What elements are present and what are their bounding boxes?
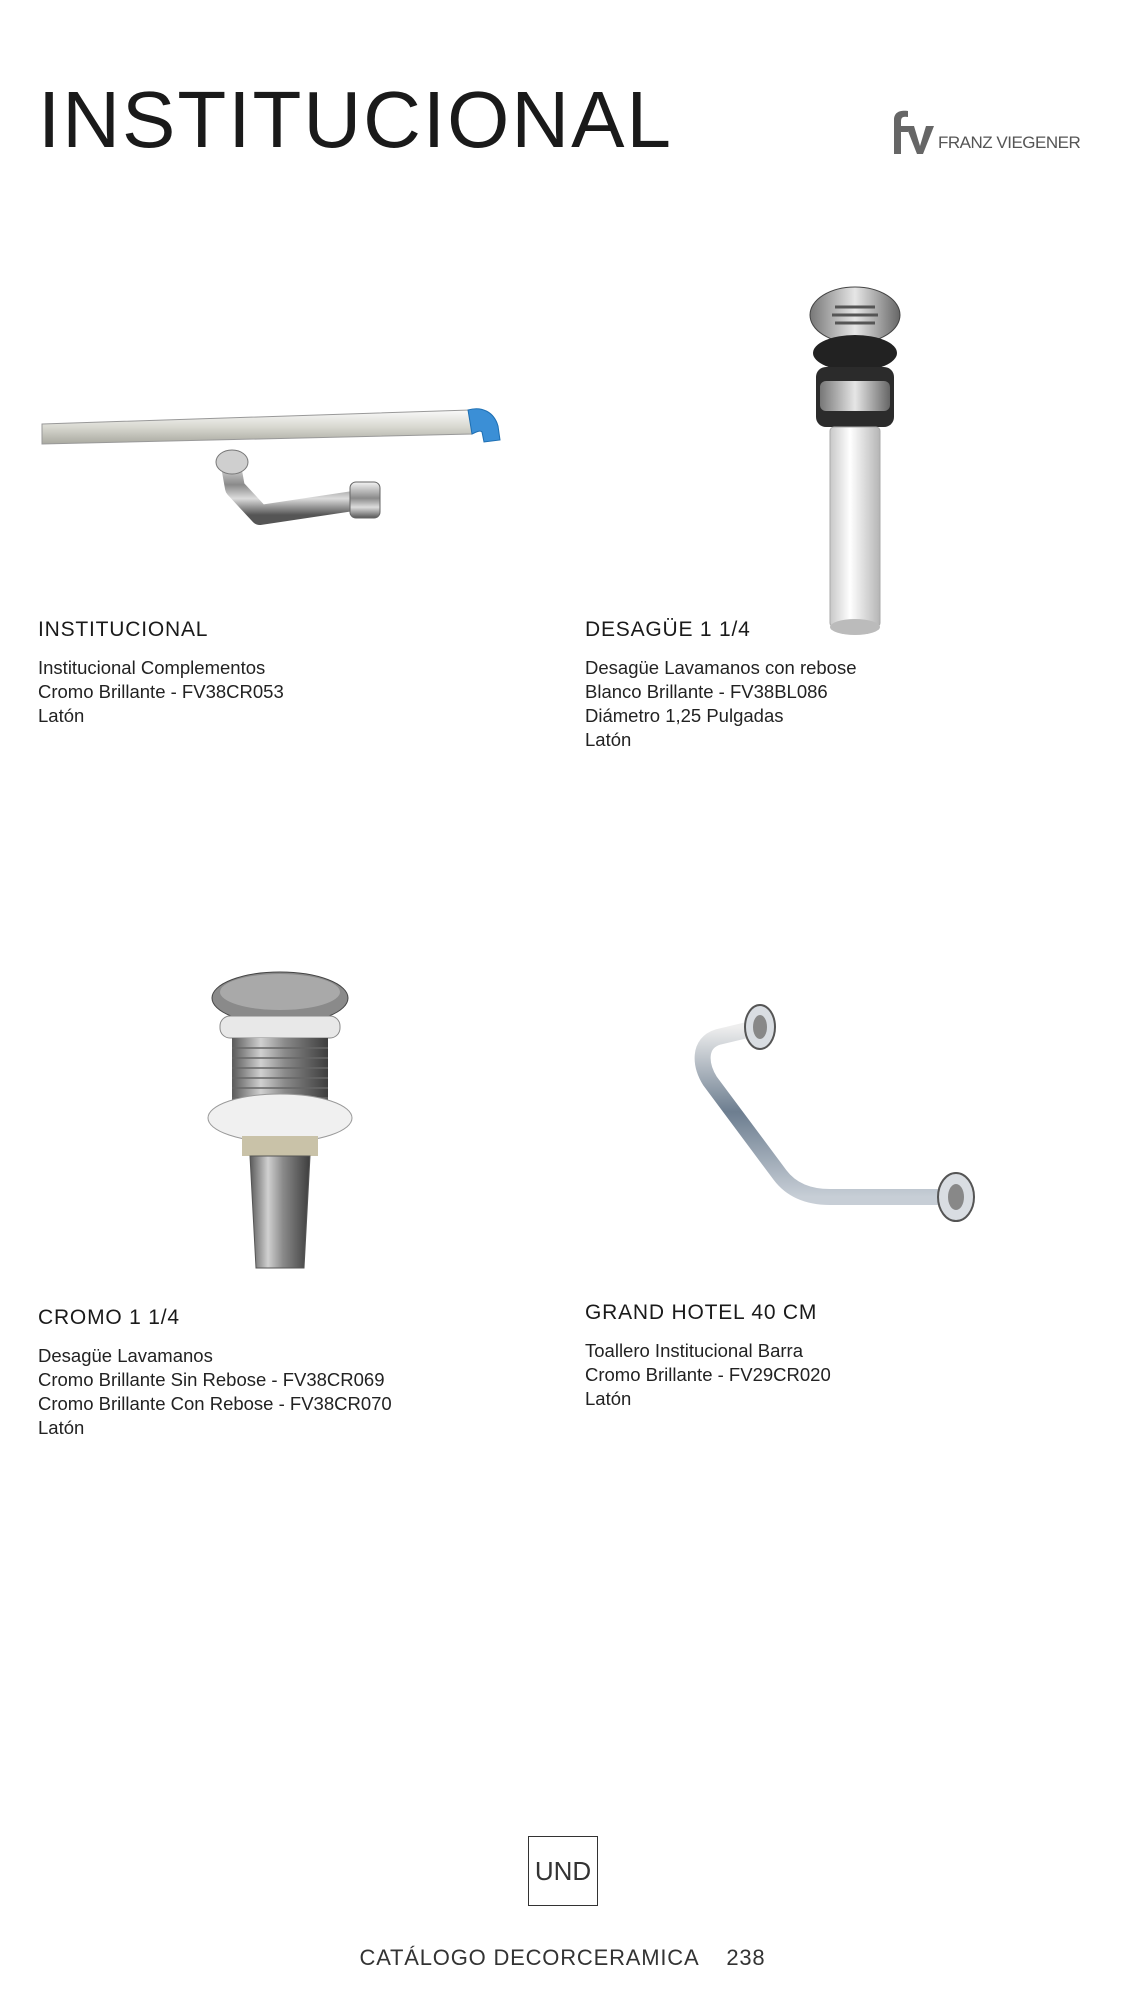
product-desc-line: Latón [38,705,85,726]
product-desc-line: Latón [38,1417,85,1438]
product-name-institucional: INSTITUCIONAL [38,618,209,641]
product-desc-line: Blanco Brillante - FV38BL086 [585,681,828,702]
product-desc-line: Desagüe Lavamanos [38,1345,213,1366]
sink-drain-pop-up-icon [790,285,920,645]
towel-bar-icon [680,985,1000,1240]
page-footer [0,1945,1125,1971]
product-name-grand-hotel: GRAND HOTEL 40 CM [585,1301,818,1324]
page-title: INSTITUCIONAL [38,75,673,164]
brand-name: FRANZ VIEGENER [938,133,1081,152]
page-number: 238 [726,1945,766,1970]
product-desc-line: Diámetro 1,25 Pulgadas [585,705,784,726]
product-desc-line: Latón [585,1388,632,1409]
product-description-desague [585,656,857,752]
product-desc-line: Cromo Brillante Sin Rebose - FV38CR069 [38,1369,385,1390]
product-desc-line: Desagüe Lavamanos con rebose [585,657,857,678]
product-desc-line: Institucional Complementos [38,657,266,678]
chrome-drain-icon [200,968,360,1278]
product-desc-line: Cromo Brillante - FV38CR053 [38,681,284,702]
brand-logo [888,108,1080,156]
product-desc-line: Latón [585,729,632,750]
product-desc-line: Cromo Brillante Con Rebose - FV38CR070 [38,1393,392,1414]
product-desc-line: Cromo Brillante - FV29CR020 [585,1364,831,1385]
product-name-cromo: CROMO 1 1/4 [38,1306,180,1329]
product-description-cromo [38,1344,392,1440]
drain-pipe-trap-icon [30,390,510,560]
catalog-name: CATÁLOGO DECORCERAMICA [359,1945,700,1970]
fv-logo-icon [888,108,936,156]
product-desc-line: Toallero Institucional Barra [585,1340,803,1361]
unit-label-box: UND [528,1836,598,1906]
product-name-desague: DESAGÜE 1 1/4 [585,618,751,641]
product-description-institucional [38,656,284,728]
product-description-grand-hotel [585,1339,831,1411]
